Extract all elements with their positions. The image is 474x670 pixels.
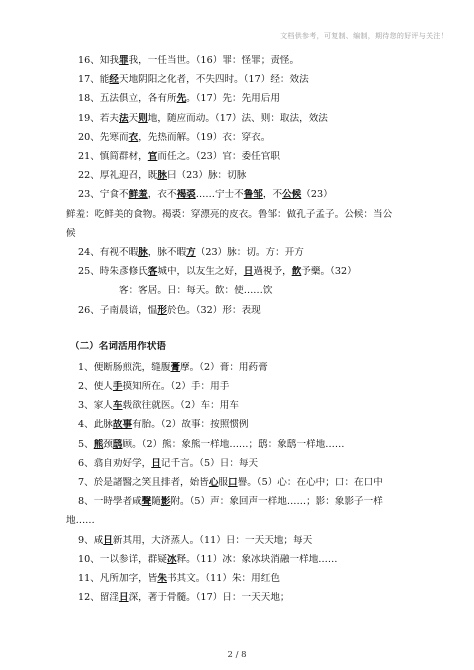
text-line <box>78 458 458 471</box>
text-segment: 书其文。（11）朱：用红色 <box>166 573 280 584</box>
highlighted-word: 公候 <box>282 189 302 201</box>
text-segment: 鲜羞：吃鲜美的食物。褐裘：穿漂亮的皮衣。鲁邹：做孔子孟子。公候：当公 <box>66 208 393 220</box>
text-segment: 17、能 <box>78 74 110 86</box>
highlighted-word: 朱 <box>157 573 167 584</box>
text-segment: ，脉不暇 <box>147 247 187 258</box>
text-segment: 候 <box>66 227 76 239</box>
text-segment: 譽。（5）心：在心中；口：在口中 <box>237 477 383 488</box>
text-segment: 服 <box>218 477 229 488</box>
text-line <box>78 573 458 586</box>
text-line <box>78 439 458 452</box>
watermark-text: 文档供参考，可复制、编制，期待您的好评与关注！ <box>280 32 448 40</box>
text-line <box>119 285 474 298</box>
highlighted-word: 鲜羞 <box>128 189 148 201</box>
text-segment: 4、此脉 <box>78 419 113 431</box>
text-line <box>78 151 458 164</box>
text-segment: 。（17）先：先用后用 <box>186 93 280 105</box>
text-segment: 5、 <box>78 438 94 450</box>
text-segment: 22、厚礼迎召，既 <box>78 170 158 182</box>
highlighted-word: 飲 <box>291 266 302 278</box>
text-segment: 10、一以参详，群疑 <box>78 553 167 565</box>
highlighted-word: 褐裘 <box>176 189 196 201</box>
page-number: 2 / 8 <box>227 650 247 660</box>
text-segment: 7、於是諸醫之笑且排者，始皆 <box>78 477 209 488</box>
text-line <box>78 592 458 605</box>
text-line <box>66 209 446 222</box>
text-segment: ……宁士不 <box>195 189 244 201</box>
text-segment: 新其用，大济蒸人。（11）日：一天天地；每天 <box>112 534 313 546</box>
text-line <box>66 515 446 528</box>
text-segment: 附。（5）声：象回声一样地……；影：象影子一样 <box>170 496 383 508</box>
highlighted-word: 聲 <box>141 496 152 508</box>
text-line <box>78 554 458 567</box>
text-segment: 天 <box>128 112 139 124</box>
highlighted-word: 衣 <box>128 131 139 143</box>
text-line <box>78 419 458 432</box>
highlighted-word: 官 <box>147 151 158 162</box>
text-line <box>78 305 458 318</box>
highlighted-word: 形 <box>157 304 167 316</box>
text-segment: 地…… <box>66 515 95 527</box>
highlighted-word: 罪 <box>119 55 129 66</box>
text-segment: 20、先寒而 <box>78 131 129 143</box>
highlighted-word: 心 <box>208 477 219 488</box>
text-line <box>78 477 458 490</box>
text-segment: 21、慎简群材， <box>78 151 148 162</box>
text-segment: 而任之。（23）官：委任官职 <box>157 151 280 162</box>
highlighted-word: 则 <box>138 112 148 124</box>
text-segment: 19、若夫 <box>78 112 119 124</box>
section-heading <box>70 341 450 354</box>
highlighted-word: 车 <box>112 400 123 412</box>
highlighted-word: 日 <box>151 457 161 469</box>
text-line <box>78 55 458 68</box>
text-line <box>78 362 458 375</box>
text-segment: 9、咸 <box>78 534 104 546</box>
text-segment: 於色。（32）形：表现 <box>166 304 261 316</box>
highlighted-word: 鸱 <box>112 438 123 450</box>
text-segment: 记千言。（5）日：每天 <box>160 457 259 469</box>
text-segment: 25、時朱彥修氏 <box>78 266 148 278</box>
highlighted-word: 脉 <box>157 170 167 182</box>
highlighted-word: 脉 <box>138 247 148 258</box>
text-segment: 2、使人 <box>78 381 113 392</box>
text-segment: 過視予， <box>253 266 292 278</box>
text-segment: 8、一時學者咸 <box>78 496 142 508</box>
text-segment: 6、翕自劝好学， <box>78 457 152 469</box>
highlighted-word: 口 <box>228 477 238 488</box>
text-segment: （23）脉：切。方：开方 <box>195 247 304 258</box>
text-segment: 摩。（2）膏：用药膏 <box>180 361 268 373</box>
text-segment: 深，著于骨髓。（17）日：一天天地； <box>128 592 290 604</box>
text-line <box>78 400 458 413</box>
highlighted-word: 熊 <box>93 438 104 450</box>
text-segment: 摸知所在。（2）手：用手 <box>122 381 230 392</box>
text-line <box>78 189 458 202</box>
text-line <box>78 535 458 548</box>
highlighted-word: 经 <box>109 74 119 86</box>
text-segment: 18、五法俱立，各有所 <box>78 93 177 105</box>
text-segment: ，衣不 <box>147 189 177 201</box>
highlighted-word: 膏 <box>170 361 181 373</box>
highlighted-word: 手 <box>112 381 123 392</box>
text-segment: 3、家人 <box>78 400 113 412</box>
text-line <box>78 93 458 106</box>
highlighted-word: 日 <box>103 534 113 546</box>
text-segment: 予藥。（32） <box>301 266 357 278</box>
text-segment: 16、知我 <box>78 55 119 66</box>
highlighted-word: 先 <box>176 93 187 105</box>
highlighted-word: 方 <box>186 247 196 258</box>
text-segment: 23、宁食不 <box>78 189 129 201</box>
text-line <box>66 228 446 241</box>
highlighted-word: 冰 <box>166 553 177 565</box>
text-segment: 隨 <box>151 496 161 508</box>
text-line <box>78 266 458 279</box>
text-segment: 客：客居。日：每天。飲：使……饮 <box>119 285 273 297</box>
text-line <box>78 113 458 126</box>
text-segment: 24、有视不暇 <box>78 247 139 258</box>
highlighted-word: 影 <box>160 496 171 508</box>
text-segment: 1、便断肠煎洗，缝腹 <box>78 361 171 373</box>
text-line <box>78 132 458 145</box>
text-segment: 天地阴阳之化者，不失四时。（17）经：效法 <box>119 74 309 86</box>
text-line <box>78 247 458 260</box>
text-segment: 顾。（2）熊：象熊一样地……；鸱：象鸱一样地…… <box>122 438 345 450</box>
text-segment: ，先热而解。（19）衣：穿衣。 <box>138 131 271 143</box>
text-segment: （二）名词活用作状语 <box>70 340 166 352</box>
highlighted-word: 法 <box>119 112 129 124</box>
highlighted-word: 客 <box>147 266 158 278</box>
highlighted-word: 故事 <box>112 419 133 431</box>
text-segment: 载欲往就医。（2）车：用车 <box>122 400 239 412</box>
text-line <box>78 381 458 394</box>
highlighted-word: 日 <box>119 592 129 604</box>
text-segment: ，不 <box>262 189 283 201</box>
text-segment: 有胎。（2）故事：按照惯例 <box>132 419 249 431</box>
text-line <box>78 74 458 87</box>
highlighted-word: 日 <box>243 266 254 278</box>
text-segment: 26、子南晨谙，愠 <box>78 304 158 316</box>
text-segment: 12、留淫 <box>78 592 119 604</box>
text-segment: 11、凡所加字，皆 <box>78 573 158 584</box>
text-segment: 曰（23）脉：切脉 <box>166 170 247 182</box>
text-segment: 我，一任当世。（16）罪：怪罪；责怪。 <box>128 55 300 66</box>
text-segment: 释。（11）冰：象冰块消融一样地…… <box>176 553 338 565</box>
text-segment: 城中，以友生之好， <box>157 266 244 278</box>
text-line <box>78 170 458 183</box>
text-segment: 地，随应而动。（17）法、则：取法，效法 <box>147 112 328 124</box>
text-segment: 颈 <box>103 438 113 450</box>
highlighted-word: 鲁邹 <box>243 189 263 201</box>
text-segment: （23） <box>301 189 333 201</box>
text-line <box>78 496 458 509</box>
